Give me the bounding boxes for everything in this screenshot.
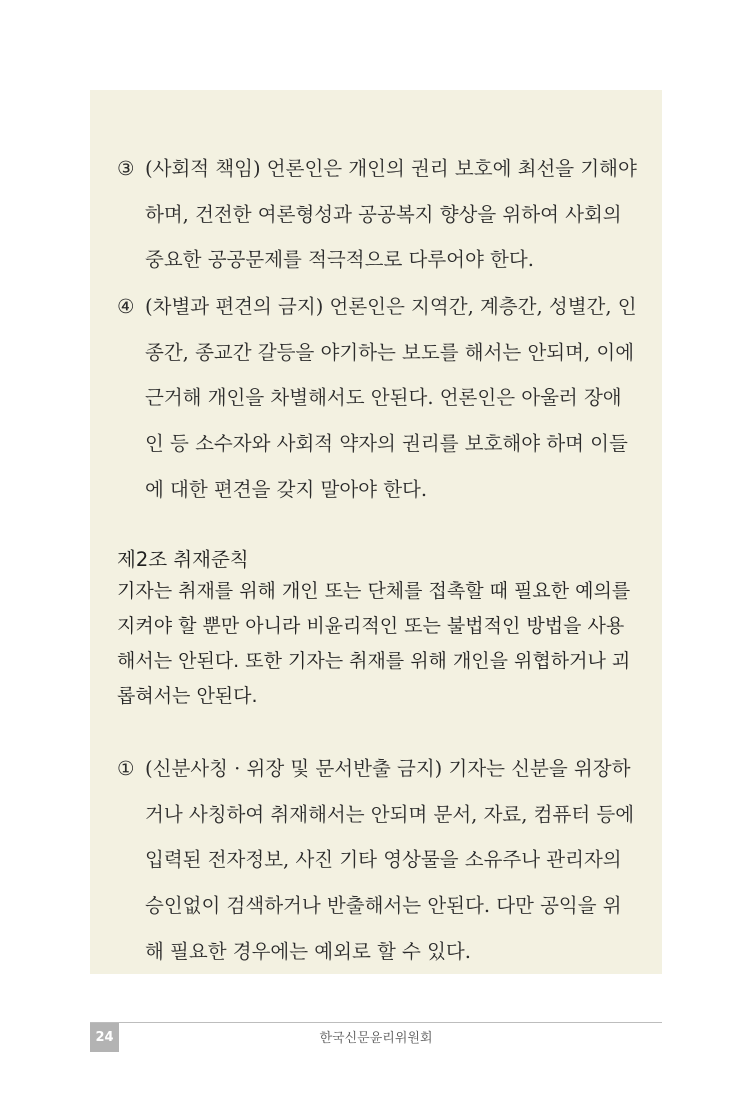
clause-number: ③ xyxy=(117,157,135,180)
clause-number: ① xyxy=(117,757,135,780)
article-line: 해서는 안된다. 또한 기자는 취재를 위해 개인을 위협하거나 괴 xyxy=(117,650,631,672)
clause-line: 종간, 종교간 갈등을 야기하는 보도를 해서는 안되며, 이에 xyxy=(145,340,635,364)
clause-line: 거나 사칭하여 취재해서는 안되며 문서, 자료, 컴퓨터 등에 xyxy=(145,802,635,826)
clause-line: 에 대한 편견을 갖지 말아야 한다. xyxy=(145,477,428,501)
footer-divider xyxy=(90,1022,662,1023)
footer-publisher: 한국신문윤리위원회 xyxy=(319,1031,433,1046)
clause-line: 해 필요한 경우에는 예외로 할 수 있다. xyxy=(145,939,471,963)
clause-4 xyxy=(117,284,637,513)
clause-line: 중요한 공공문제를 적극적으로 다루어야 한다. xyxy=(145,248,534,272)
article-body xyxy=(117,574,647,714)
page-number: 24 xyxy=(90,1023,119,1052)
clause-line: ③ (사회적 책임) 언론인은 개인의 권리 보호에 최선을 기해야 xyxy=(117,146,637,192)
clause-3 xyxy=(117,146,637,283)
clause-line: 근거해 개인을 차별해서도 안된다. 언론인은 아울러 장애 xyxy=(145,386,622,410)
clause-1 xyxy=(117,746,637,975)
clause-line: ④ (차별과 편견의 금지) 언론인은 지역간, 계층간, 성별간, 인 xyxy=(117,284,637,330)
clause-line: 하며, 건전한 여론형성과 공공복지 향상을 위하여 사회의 xyxy=(145,202,622,226)
clause-line: ① (신분사칭 · 위장 및 문서반출 금지) 기자는 신분을 위장하 xyxy=(117,746,637,792)
clause-line: 승인없이 검색하거나 반출해서는 안된다. 다만 공익을 위 xyxy=(145,894,622,918)
clause-line: 입력된 전자정보, 사진 기타 영상물을 소유주나 관리자의 xyxy=(145,848,622,872)
article-line: 지켜야 할 뿐만 아니라 비윤리적인 또는 불법적인 방법을 사용 xyxy=(117,615,625,637)
clause-number: ④ xyxy=(117,295,135,318)
clause-line: 인 등 소수자와 사회적 약자의 권리를 보호해야 하며 이들 xyxy=(145,432,628,456)
article-title: 제2조 취재준칙 xyxy=(117,548,249,571)
article-line: 기자는 취재를 위해 개인 또는 단체를 접촉할 때 필요한 예의를 xyxy=(117,580,631,602)
article-line: 롭혀서는 안된다. xyxy=(117,685,258,707)
